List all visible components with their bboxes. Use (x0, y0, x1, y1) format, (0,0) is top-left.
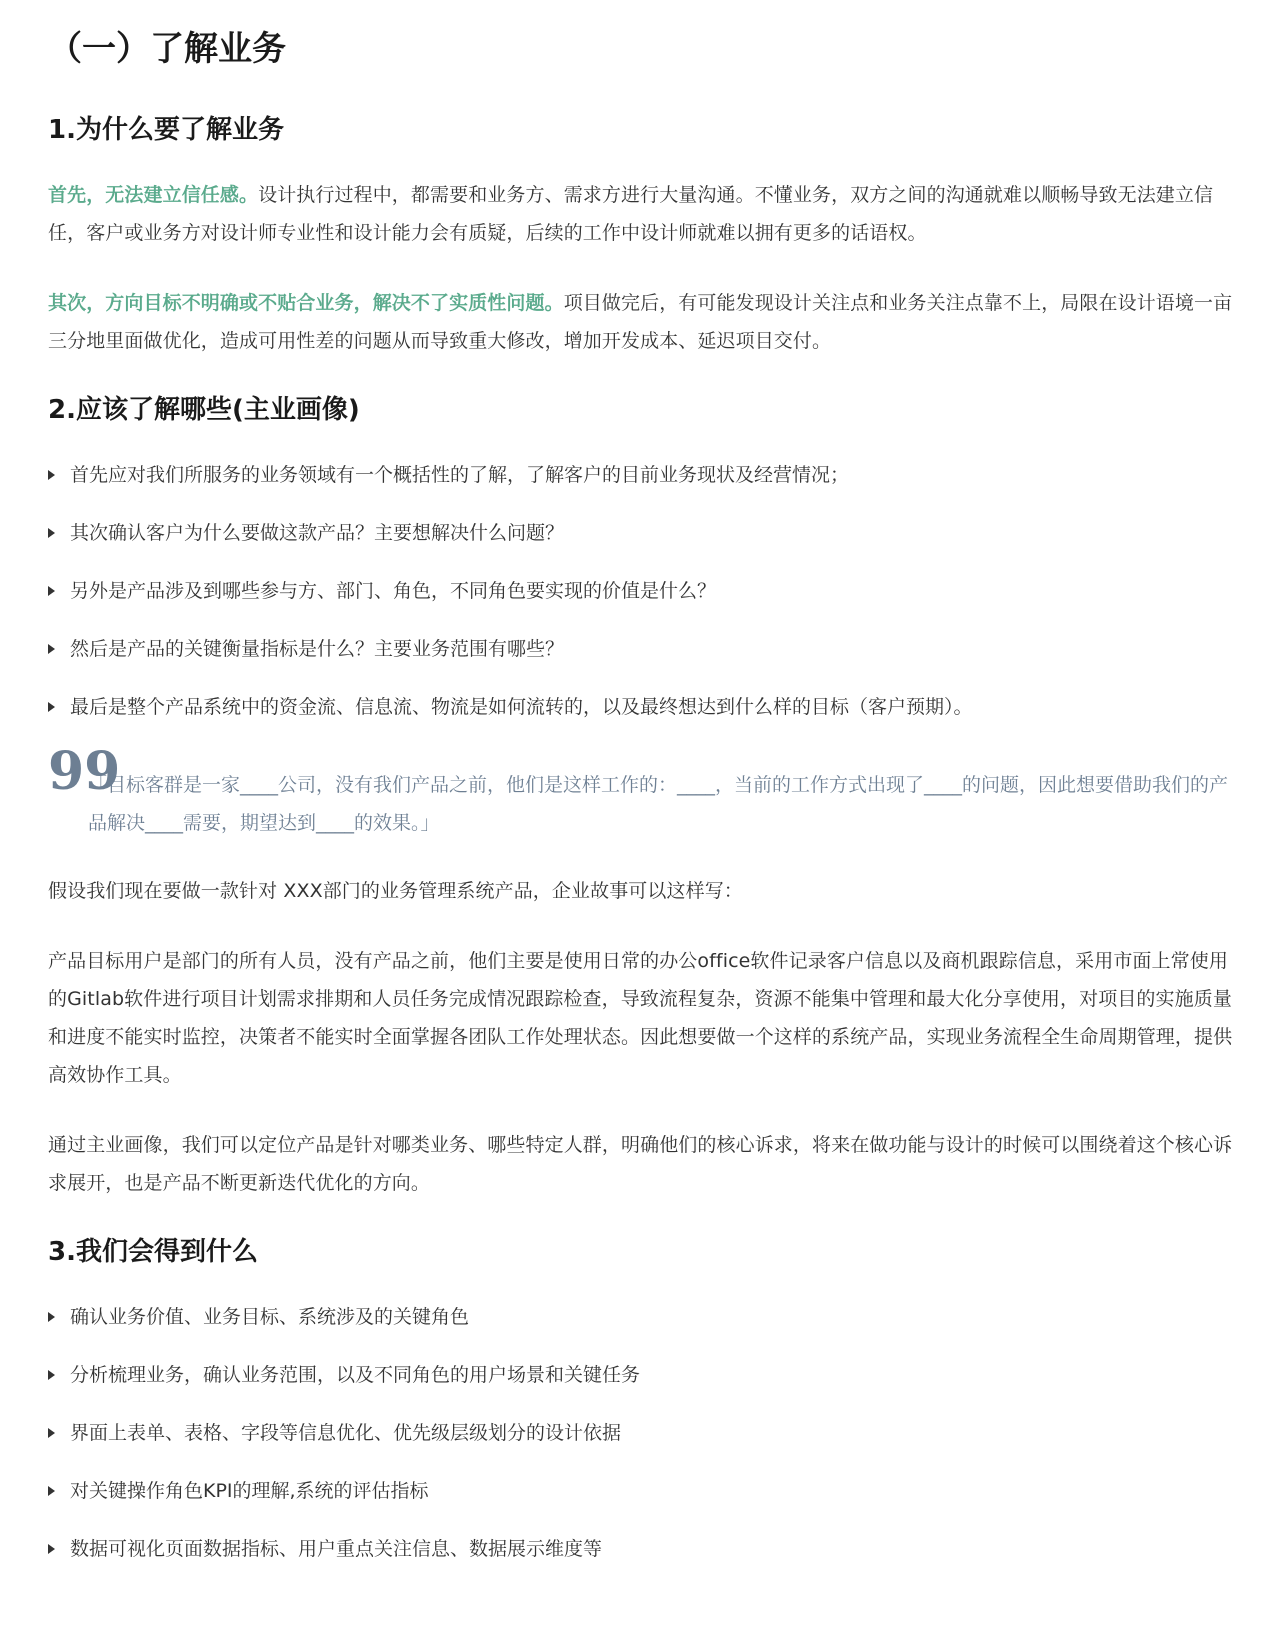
section-2-title: 2.应该了解哪些(主业画像) (48, 395, 360, 425)
paragraph-trust (48, 176, 1234, 252)
bullet-triangle-icon (48, 528, 55, 538)
blockquote-text: 「目标客群是一家____公司，没有我们产品之前，他们是这样工作的：____，当前的工作方式出现了____的问题，因此想要借助我们的产品解决____需要，期望达到____的效果。」 (88, 774, 1229, 834)
list-item-text: 数据可视化页面数据指标、用户重点关注信息、数据展示维度等 (70, 1538, 603, 1560)
section-2-list (48, 456, 1234, 726)
bullet-triangle-icon (48, 470, 55, 480)
paragraph-direction-text: 项目做完后，有可能发现设计关注点和业务关注点靠不上，局限在设计语境一亩三分地里面做优化，造成可用性差的问题从而导致重大修改，增加开发成本、延迟项目交付。 (48, 292, 1233, 352)
bullet-triangle-icon (48, 1486, 55, 1496)
list-item (48, 1472, 1234, 1510)
page-title: （一）了解业务 (48, 29, 286, 69)
list-item (48, 1530, 1234, 1568)
section-3-title: 3.我们会得到什么 (48, 1237, 258, 1267)
list-item (48, 456, 1234, 494)
list-item-text: 界面上表单、表格、字段等信息优化、优先级层级划分的设计依据 (70, 1422, 622, 1444)
list-item-text: 然后是产品的关键衡量指标是什么？主要业务范围有哪些？ (70, 638, 565, 660)
list-item-text: 其次确认客户为什么要做这款产品？主要想解决什么问题？ (70, 522, 565, 544)
list-item (48, 630, 1234, 668)
paragraph-direction (48, 284, 1234, 360)
bullet-triangle-icon (48, 586, 55, 596)
list-item (48, 688, 1234, 726)
paragraph-story-intro: 假设我们现在要做一款针对 XXX部门的业务管理系统产品，企业故事可以这样写： (48, 880, 743, 902)
paragraph-trust-lead: 首先，无法建立信任感。 (48, 184, 259, 206)
list-item (48, 1356, 1234, 1394)
list-item (48, 1414, 1234, 1452)
paragraph-direction-lead: 其次，方向目标不明确或不贴合业务，解决不了实质性问题。 (48, 292, 564, 314)
list-item-text: 另外是产品涉及到哪些参与方、部门、角色，不同角色要实现的价值是什么？ (70, 580, 717, 602)
blockquote (48, 741, 1234, 842)
list-item-text: 对关键操作角色KPI的理解,系统的评估指标 (70, 1480, 429, 1502)
bullet-triangle-icon (48, 1312, 55, 1322)
section-1-title: 1.为什么要了解业务 (48, 115, 284, 145)
list-item-text: 最后是整个产品系统中的资金流、信息流、物流是如何流转的，以及最终想达到什么样的目标（客户预期）。 (70, 696, 973, 718)
section-3-list (48, 1298, 1234, 1568)
paragraph-persona-summary: 通过主业画像，我们可以定位产品是针对哪类业务、哪些特定人群，明确他们的核心诉求，将来在做功能与设计的时候可以围绕着这个核心诉求展开，也是产品不断更新迭代优化的方向。 (48, 1134, 1233, 1194)
bullet-triangle-icon (48, 644, 55, 654)
bullet-triangle-icon (48, 1544, 55, 1554)
quote-mark-icon: 99 (48, 741, 121, 802)
bullet-triangle-icon (48, 1370, 55, 1380)
list-item (48, 572, 1234, 610)
list-item-text: 确认业务价值、业务目标、系统涉及的关键角色 (70, 1306, 470, 1328)
list-item (48, 514, 1234, 552)
list-item-text: 分析梳理业务，确认业务范围，以及不同角色的用户场景和关键任务 (70, 1364, 641, 1386)
paragraph-story: 产品目标用户是部门的所有人员，没有产品之前，他们主要是使用日常的办公office软件记录客户信息以及商机跟踪信息，采用市面上常使用的Gitlab软件进行项目计划需求排期和人员任务完成情况跟踪检查，导致流程复杂，资源不能集中管理和最大化分享使用，对项目的实施质量和进度不能实时监控，决策者不能实时全面掌握各团队工作处理状态。因此想要做一个这样的系统产品，实现业务流程全生命周期管理，提供高效协作工具。 (48, 950, 1233, 1086)
list-item-text: 首先应对我们所服务的业务领域有一个概括性的了解，了解客户的目前业务现状及经营情况； (70, 464, 850, 486)
list-item (48, 1298, 1234, 1336)
bullet-triangle-icon (48, 1428, 55, 1438)
paragraph-trust-text: 设计执行过程中，都需要和业务方、需求方进行大量沟通。不懂业务，双方之间的沟通就难以顺畅导致无法建立信任，客户或业务方对设计师专业性和设计能力会有质疑，后续的工作中设计师就难以拥有更多的话语权。 (48, 184, 1214, 244)
bullet-triangle-icon (48, 702, 55, 712)
